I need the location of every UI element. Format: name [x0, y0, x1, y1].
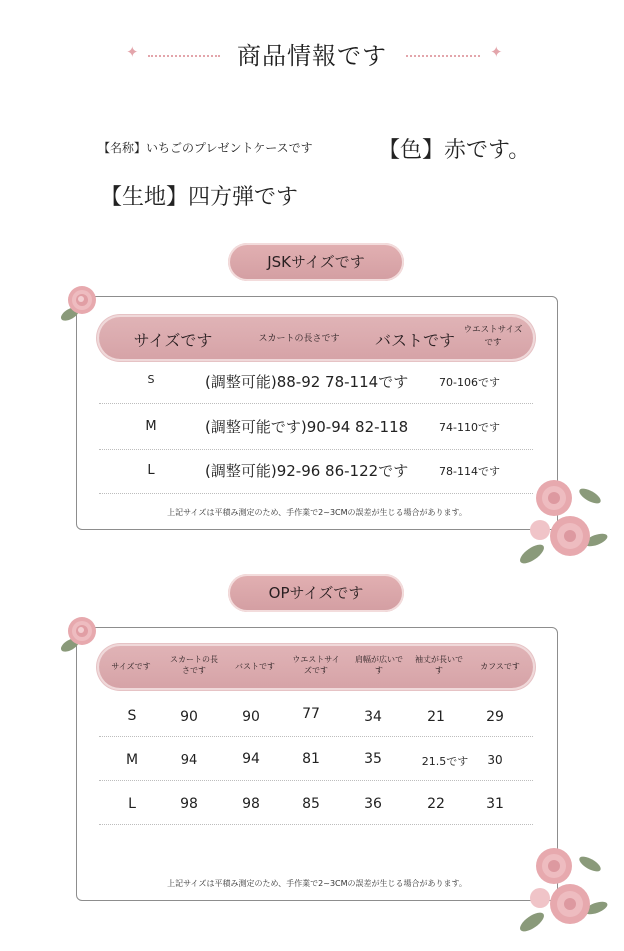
op-row-s-skirt: 90	[180, 709, 198, 725]
op-row-l-waist: 85	[302, 796, 320, 812]
op-header-cuff: カフスです	[480, 662, 520, 671]
op-row-m-waist: 81	[302, 751, 320, 767]
jsk-row-m-waist: 74-110です	[439, 421, 500, 434]
op-row-l-skirt: 98	[180, 796, 198, 812]
op-row-m-skirt: 94	[180, 753, 198, 768]
jsk-header-waist: ウエストサイズです	[463, 325, 523, 348]
op-size-table	[76, 627, 558, 901]
jsk-row-m-size: M	[145, 419, 157, 434]
rose-decoration-icon	[56, 280, 104, 328]
op-header-size: サイズです	[111, 662, 151, 671]
op-header-sleeve: 袖丈が長いです	[415, 655, 463, 675]
op-row-m-sleeve: 21.5です	[421, 755, 469, 768]
op-row-m-size: M	[125, 752, 139, 768]
jsk-header-size: サイズです	[133, 331, 213, 350]
op-header-waist: ウエストサイズです	[292, 655, 340, 675]
op-row-m-shoulder: 35	[364, 751, 382, 767]
page-title: 商品情報です	[237, 42, 387, 70]
op-row-s-cuff: 29	[486, 709, 504, 725]
jsk-row-s-waist: 70-106です	[439, 376, 500, 389]
title-right-decoration-icon: ✦	[406, 51, 504, 61]
jsk-header-skirt: スカートの長さです	[258, 334, 340, 344]
op-row-l-cuff: 31	[486, 796, 504, 812]
op-row-s-shoulder: 34	[364, 709, 382, 725]
jsk-row-s-measure: (調整可能)88-92 78-114です	[205, 373, 409, 391]
jsk-row-s-size: S	[147, 373, 155, 386]
rose-decoration-icon	[512, 470, 608, 574]
rose-decoration-icon	[56, 611, 104, 659]
rose-decoration-icon	[512, 838, 608, 942]
op-row-l-sleeve: 22	[427, 796, 445, 812]
op-row-s-waist: 77	[302, 706, 320, 722]
product-color: 【色】赤です。	[378, 138, 531, 163]
op-row-l-shoulder: 36	[364, 796, 382, 812]
op-header-shoulder: 肩幅が広いです	[355, 655, 403, 675]
jsk-row-m-measure: (調整可能です)90-94 82-118	[205, 418, 409, 436]
op-measurement-note: 上記サイズは平積み測定のため、手作業で2~3CMの誤差が生じる場合があります。	[167, 879, 467, 888]
jsk-header-bar	[99, 317, 533, 359]
jsk-row-l-size: L	[147, 463, 155, 478]
op-size-label: OPサイズです	[228, 574, 404, 612]
jsk-row-l-waist: 78-114です	[439, 465, 500, 478]
title-left-decoration-icon: ✦	[126, 51, 221, 61]
op-header-bar	[99, 646, 533, 688]
jsk-size-table	[76, 296, 558, 530]
op-row-l-size: L	[128, 796, 136, 812]
op-header-skirt: スカートの長さです	[170, 655, 218, 675]
op-row-s-size: S	[127, 708, 137, 724]
jsk-measurement-note: 上記サイズは平積み測定のため、手作業で2~3CMの誤差が生じる場合があります。	[167, 508, 467, 517]
op-row-s-sleeve: 21	[427, 709, 445, 725]
product-fabric: 【生地】四方弾です	[100, 185, 299, 210]
op-row-l-bust: 98	[242, 796, 260, 812]
op-row-m-bust: 94	[242, 751, 260, 767]
jsk-row-l-measure: (調整可能)92-96 86-122です	[205, 462, 409, 480]
op-row-m-cuff: 30	[487, 753, 503, 767]
op-row-s-bust: 90	[242, 709, 260, 725]
jsk-header-bust: バストです	[374, 331, 455, 350]
jsk-size-label: JSKサイズです	[228, 243, 404, 281]
op-header-bust: バストです	[235, 662, 275, 671]
product-name: 【名称】いちごのプレゼントケースです	[98, 141, 313, 155]
